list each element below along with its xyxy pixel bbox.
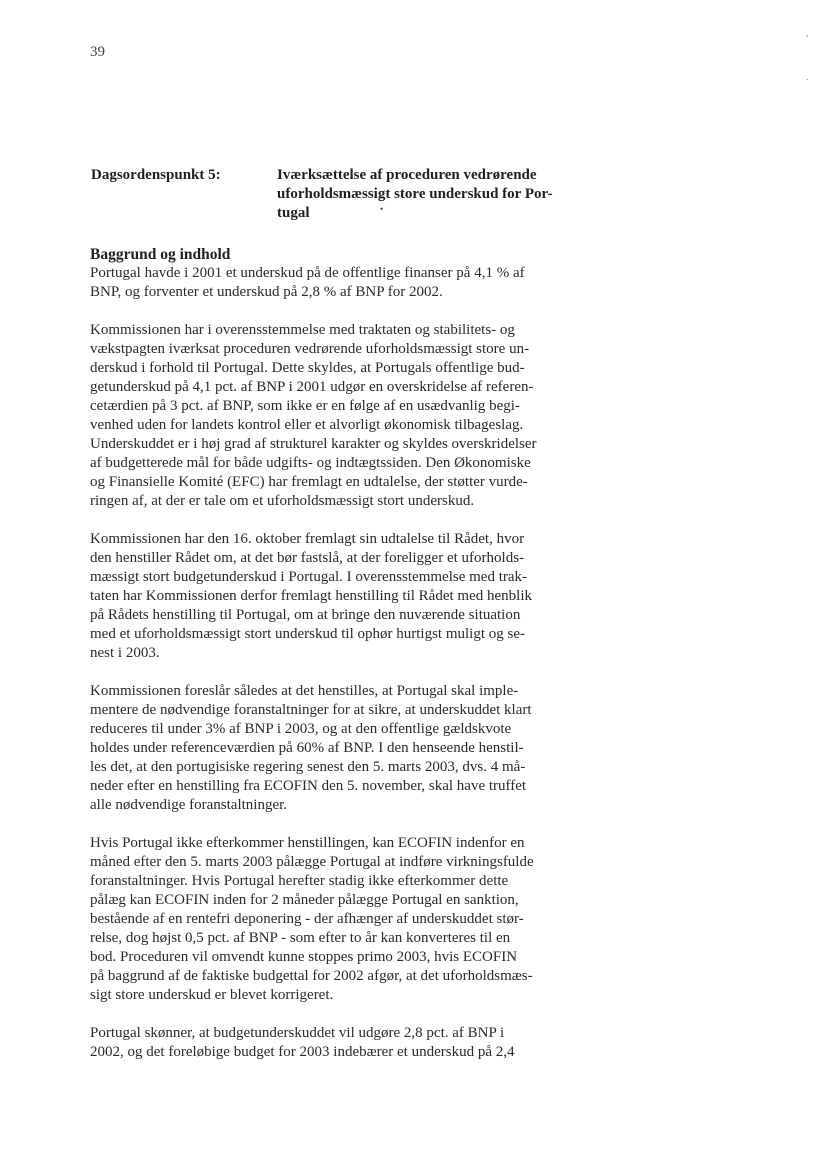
document-body <box>90 245 624 1081</box>
paragraph-5: Hvis Portugal ikke efterkommer henstillingen, kan ECOFIN indenfor en måned efter den 5. marts 2003 pålægge Portugal at indføre virkningsfulde foranstaltninger. Hvis Portugal herefter stadig ikke efterkommer dette pålæg kan ECOFIN inden for 2 måneder pålægge Portugal en sanktion, bestående af en rentefri deponering - der afhænger af underskuddet stør- relse, dog højst 0,5 pct. af BNP - som efter to år kan konverteres til en bod. Proceduren vil omvendt kunne stoppes primo 2003, hvis ECOFIN på baggrund af de faktiske budgettal for 2002 afgør, at det uforholdsmæs- sigt store underskud er blevet korrigeret. <box>90 835 534 1003</box>
agenda-label: Dagsordenspunkt 5: <box>91 167 221 183</box>
scan-speck: . <box>806 72 809 83</box>
section-heading: Baggrund og indhold <box>90 246 231 263</box>
agenda-title: Iværksættelse af proceduren vedrørende uforholdsmæssigt store underskud for Por- tugal <box>277 167 553 221</box>
paragraph-6: Portugal skønner, at budgetunderskuddet vil udgøre 2,8 pct. af BNP i 2002, og det foreløbige budget for 2003 indebærer et underskud på 2,4 <box>90 1025 515 1060</box>
paragraph-2: Kommissionen har i overensstemmelse med traktaten og stabilitets- og vækstpagten iværksat proceduren vedrørende uforholdsmæssigt store un- derskud i forhold til Portugal. Dette skyldes, at Portugals offentlige bud- getunderskud på 4,1 pct. af BNP i 2001 udgør en overskridelse af referen- cetærdien på 3 pct. af BNP, som ikke er en følge af en usædvanlig begi- venhed uden for landets kontrol eller et alvorligt økonomisk tilbageslag. Underskuddet er i høj grad af strukturel karakter og skyldes overskridelser af budgetterede mål for både udgifts- og indtægtssiden. Den Økonomiske og Finansielle Komité (EFC) har fremlagt en udtalelse, der støtter vurde- ringen af, at der er tale om et uforholdsmæssigt stort underskud. <box>90 322 537 509</box>
scan-speck: • <box>380 204 384 214</box>
paragraph-3: Kommissionen har den 16. oktober fremlagt sin udtalelse til Rådet, hvor den henstiller Rådet om, at det bør fastslå, at der foreligger et uforholds- mæssigt stort budgetunderskud i Portugal. I overensstemmelse med trak- taten har Kommissionen derfor fremlagt henstilling til Rådet med henblik på Rådets henstilling til Portugal, om at bringe den nuværende situation med et uforholdsmæssigt stort underskud til ophør hurtigst muligt og se- nest i 2003. <box>90 531 532 661</box>
page-number: 39 <box>90 44 105 60</box>
paragraph-4: Kommissionen foreslår således at det henstilles, at Portugal skal imple- mentere de nødvendige foranstaltninger for at sikre, at underskuddet klart reduceres til under 3% af BNP i 2003, og at den offentlige gældskvote holdes under referenceværdien på 60% af BNP. I den henseende henstil- les det, at den portugisiske regering senest den 5. marts 2003, dvs. 4 må- neder efter en henstilling fra ECOFIN den 5. november, skal have truffet alle nødvendige foranstaltninger. <box>90 683 532 813</box>
scan-speck: , <box>806 28 809 39</box>
agenda-item <box>91 166 631 223</box>
paragraph-1: Portugal havde i 2001 et underskud på de offentlige finanser på 4,1 % af BNP, og forventer et underskud på 2,8 % af BNP for 2002. <box>90 265 525 300</box>
